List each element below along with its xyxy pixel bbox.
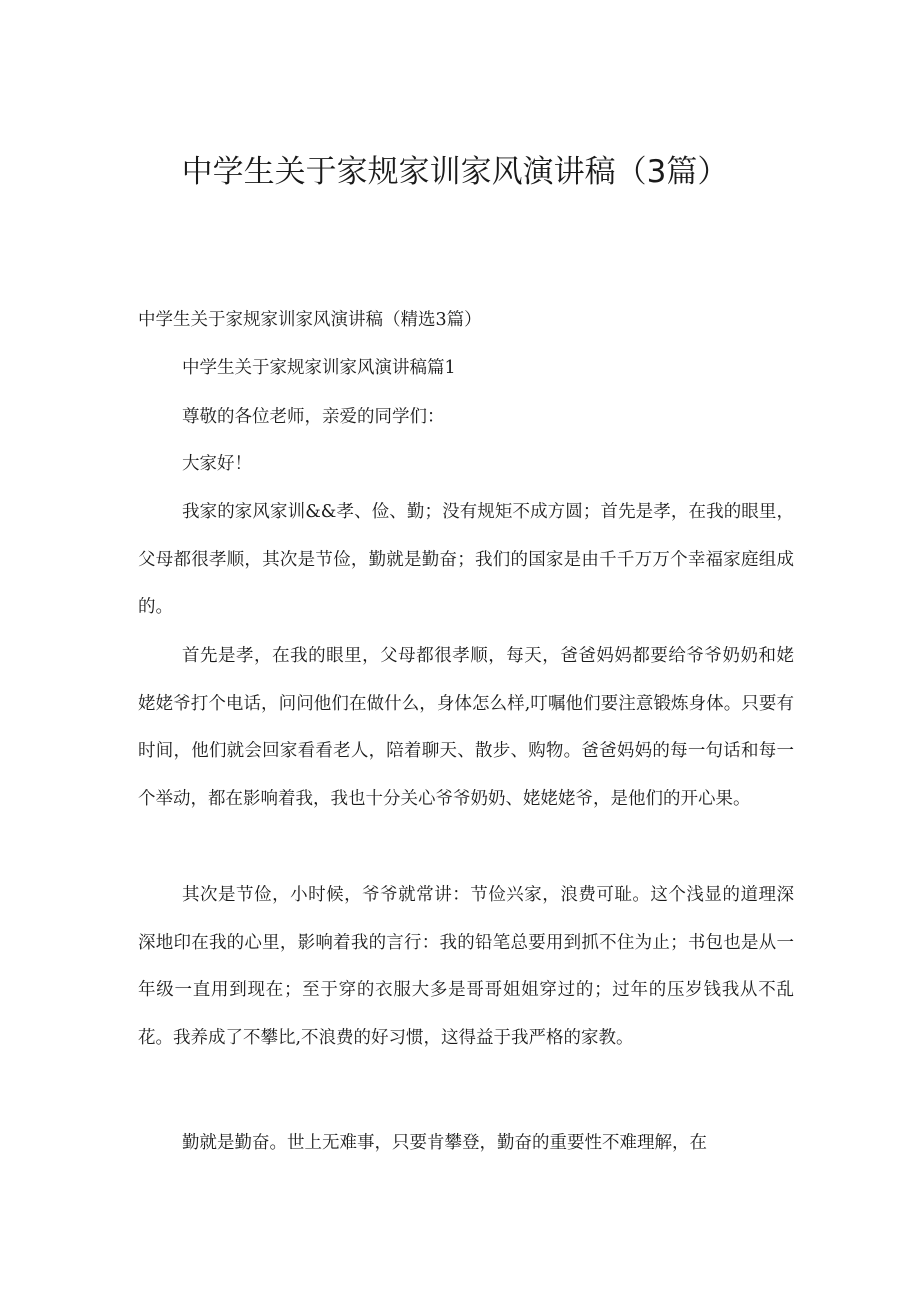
salutation: 尊敬的各位老师，亲爱的同学们： <box>182 407 445 427</box>
paragraph: 我家的家风家训&&孝、俭、勤；没有规矩不成方圆；首先是孝，在我的眼里，父母都很孝顺，其次是节俭，勤就是勤奋；我们的国家是由千千万万个幸福家庭组成的。 <box>138 502 794 617</box>
paragraph: 首先是孝，在我的眼里，父母都很孝顺，每天，爸爸妈妈都要给爷爷奶奶和姥姥姥爷打个电话，问问他们在做什么，身体怎么样,叮嘱他们要注意锻炼身体。只要有时间，他们就会回家看看老人，陪着聊天、散步、购物。爸爸妈妈的每一句话和每一个举动，都在影响着我，我也十分关心爷爷奶奶、姥姥姥爷，是他们的开心果。 <box>138 646 794 809</box>
document-subtitle: 中学生关于家规家训家风演讲稿（精选3篇） <box>138 310 482 330</box>
greeting: 大家好！ <box>182 454 252 474</box>
paragraph: 勤就是勤奋。世上无难事，只要肯攀登，勤奋的重要性不难理解，在 <box>182 1133 707 1153</box>
paragraph: 其次是节俭，小时候，爷爷就常讲：节俭兴家，浪费可耻。这个浅显的道理深深地印在我的心里，影响着我的言行：我的铅笔总要用到抓不住为止；书包也是从一年级一直用到现在；至于穿的衣服大多是哥哥姐姐穿过的；过年的压岁钱我从不乱花。我养成了不攀比,不浪费的好习惯，这得益于我严格的家教。 <box>138 885 794 1048</box>
document-title: 中学生关于家规家训家风演讲稿（3篇） <box>181 154 729 190</box>
section-heading: 中学生关于家规家训家风演讲稿篇1 <box>182 358 456 378</box>
